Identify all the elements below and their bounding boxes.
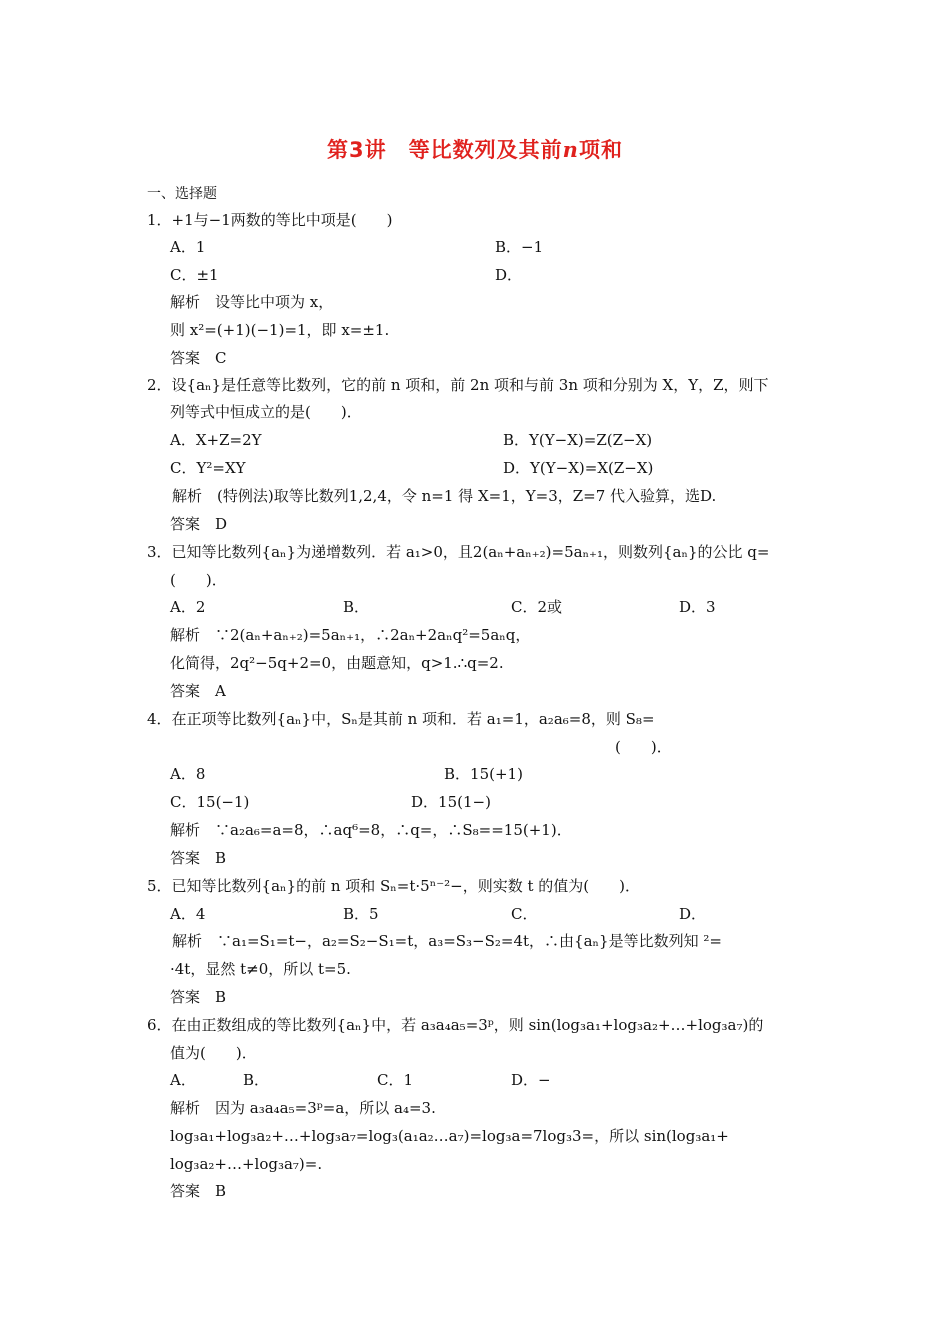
question-5-stem: 5．已知等比数列{aₙ}的前 n 项和 Sₙ=t·5ⁿ⁻²−，则实数 t 的值为( )． bbox=[147, 877, 640, 895]
question-3-stem: 3．已知等比数列{aₙ}为递增数列．若 a₁>0，且2(aₙ+aₙ₊₂)=5aₙ₊₁，则数列{aₙ}的公比 q= bbox=[147, 543, 770, 561]
q2-option-a: A．X+Z=2Y bbox=[170, 431, 262, 449]
q4-option-b: B．15(+1) bbox=[444, 765, 523, 783]
q5-option-c: C． bbox=[511, 905, 538, 923]
question-6-stem: 值为( )． bbox=[170, 1044, 257, 1062]
q4-option-a: A．8 bbox=[170, 765, 206, 783]
question-2-stem: 列等式中恒成立的是( )． bbox=[170, 403, 362, 421]
q1-solution-line: 解析 设等比中项为 x， bbox=[170, 293, 334, 311]
q6-option-a: A． bbox=[170, 1071, 196, 1089]
q3-option-a: A．2 bbox=[170, 598, 206, 616]
q6-solution-line: 解析 因为 a₃a₄a₅=3ᵖ=a，所以 a₄=3. bbox=[170, 1099, 436, 1117]
q1-option-d: D． bbox=[495, 266, 523, 284]
q5-option-a: A．4 bbox=[170, 905, 206, 923]
q1-solution-line: 则 x²=(+1)(−1)=1，即 x=±1. bbox=[170, 321, 390, 339]
q5-solution-line: ·4t，显然 t≠0，所以 t=5. bbox=[170, 960, 351, 978]
question-4-stem: ( )． bbox=[615, 738, 672, 756]
q5-answer: 答案 B bbox=[170, 988, 227, 1006]
q4-option-d: D．15(1−) bbox=[411, 793, 491, 811]
q6-solution-line: log₃a₁+log₃a₂+…+log₃a₇=log₃(a₁a₂…a₇)=log₃a=7log₃3=，所以 sin(log₃a₁+ bbox=[170, 1127, 729, 1145]
q3-solution-line: 解析 ∵2(aₙ+aₙ₊₂)=5aₙ₊₁，∴2aₙ+2aₙq²=5aₙq， bbox=[170, 626, 531, 644]
q3-option-d: D．3 bbox=[679, 598, 716, 616]
q6-option-b: B． bbox=[243, 1071, 270, 1089]
q5-solution-line: 解析 ∵a₁=S₁=t−，a₂=S₂−S₁=t，a₃=S₃−S₂=4t，∴由{aₙ}是等比数列知 ²= bbox=[172, 932, 722, 950]
question-3-stem: ( )． bbox=[170, 571, 227, 589]
q5-option-b: B．5 bbox=[343, 905, 379, 923]
q2-solution-line: 解析 (特例法)取等比数列1,2,4，令 n=1 得 X=1，Y=3，Z=7 代入验算，选D. bbox=[172, 487, 717, 505]
q6-option-c: C．1 bbox=[377, 1071, 414, 1089]
q3-option-b: B． bbox=[343, 598, 370, 616]
q2-option-d: D．Y(Y−X)=X(Z−X) bbox=[503, 459, 654, 477]
q1-option-c: C．±1 bbox=[170, 266, 219, 284]
q3-solution-line: 化简得，2q²−5q+2=0，由题意知，q>1.∴q=2. bbox=[170, 654, 504, 672]
q4-answer: 答案 B bbox=[170, 849, 227, 867]
q2-option-c: C．Y²=XY bbox=[170, 459, 246, 477]
q1-option-a: A．1 bbox=[170, 238, 206, 256]
q4-option-c: C．15(−1) bbox=[170, 793, 250, 811]
q4-solution-line: 解析 ∵a₂a₆=a=8，∴aq⁶=8，∴q=，∴S₈==15(+1)． bbox=[170, 821, 572, 839]
question-4-stem: 4．在正项等比数列{aₙ}中，Sₙ是其前 n 项和．若 a₁=1，a₂a₆=8，则 S₈= bbox=[147, 710, 655, 728]
question-1-stem: 1．+1与−1两数的等比中项是( ) bbox=[147, 211, 393, 229]
question-6-stem: 6．在由正数组成的等比数列{aₙ}中，若 a₃a₄a₅=3ᵖ，则 sin(log₃a₁+log₃a₂+…+log₃a₇)的 bbox=[147, 1016, 764, 1034]
q2-answer: 答案 D bbox=[170, 515, 228, 533]
page-title: 第3讲 等比数列及其前n项和 bbox=[327, 137, 623, 162]
q5-option-d: D． bbox=[679, 905, 707, 923]
question-2-stem: 2．设{aₙ}是任意等比数列，它的前 n 项和，前 2n 项和与前 3n 项和分别为 X，Y，Z，则下 bbox=[147, 376, 769, 394]
q2-option-b: B．Y(Y−X)=Z(Z−X) bbox=[503, 431, 653, 449]
q3-option-c: C．2或 bbox=[511, 598, 563, 616]
q1-option-b: B．−1 bbox=[495, 238, 544, 256]
q1-answer: 答案 C bbox=[170, 349, 227, 367]
q6-solution-line: log₃a₂+…+log₃a₇)=. bbox=[170, 1155, 323, 1173]
section-heading: 一、选择题 bbox=[147, 186, 217, 202]
q3-answer: 答案 A bbox=[170, 682, 226, 700]
q6-answer: 答案 B bbox=[170, 1182, 227, 1200]
q6-option-d: D．− bbox=[511, 1071, 551, 1089]
